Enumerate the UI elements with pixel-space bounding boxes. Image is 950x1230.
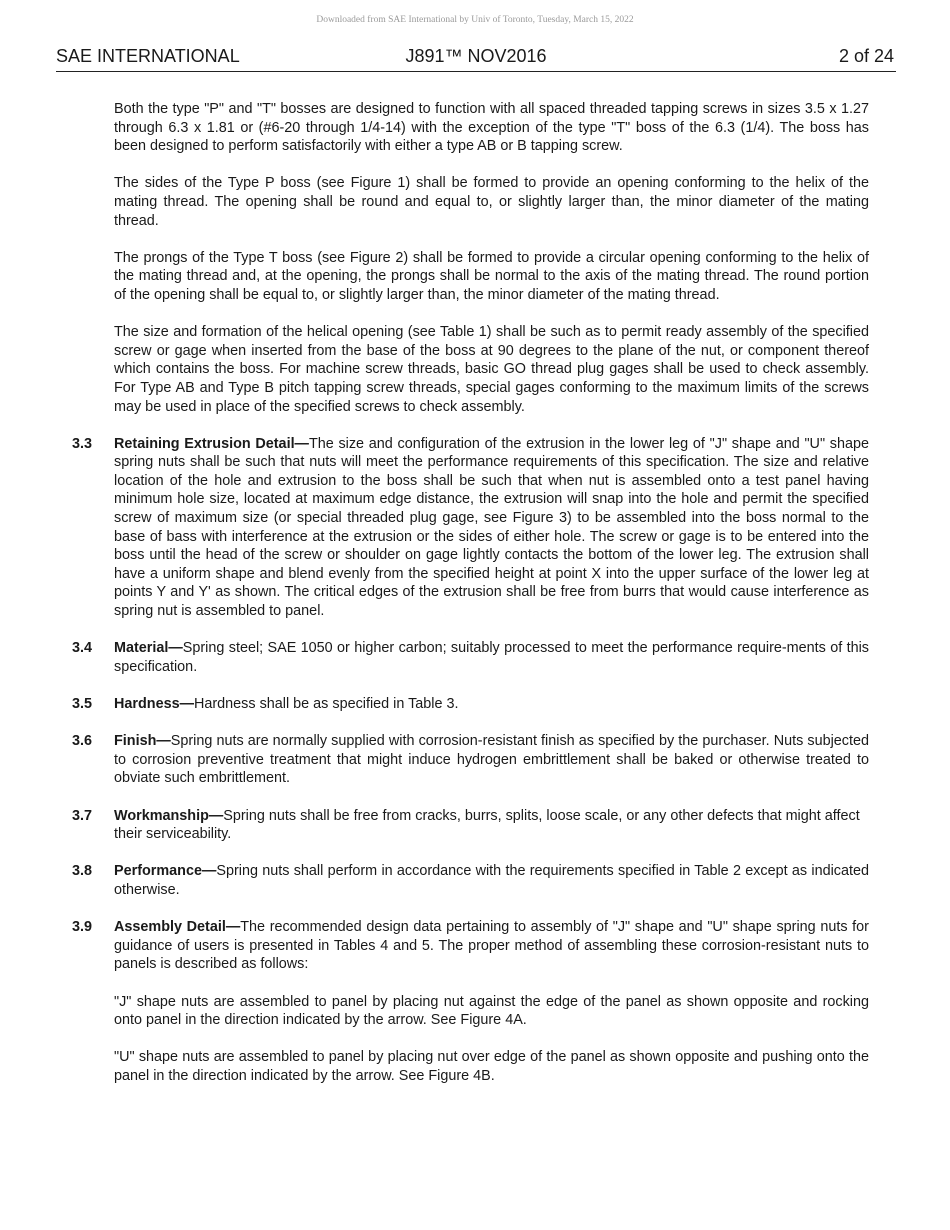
section-body: The recommended design data pertaining to assembly of "J" shape and "U" shape spring nuts for guidance of users is presented in Tables 4 and 5. The proper method of assembling these corrosion-resistant nuts to panels is described as follows:: [114, 919, 869, 973]
assembly-paragraph-u-shape: "U" shape nuts are assembled to panel by placing nut over edge of the panel as shown opposite and pushing onto the panel in the direction indicated by the arrow. See Figure 4B.: [114, 1049, 869, 1084]
section-number: 3.3: [72, 435, 93, 452]
section-body: Spring steel; SAE 1050 or higher carbon; suitably processed to meet the performance require-ments of this specification.: [114, 640, 869, 675]
section-3-5: [72, 695, 869, 714]
section-title: Workmanship—: [114, 807, 224, 824]
header-org: SAE INTERNATIONAL: [56, 46, 240, 66]
section-text: [114, 435, 869, 621]
section-3-7: [72, 807, 869, 844]
section-number: 3.8: [72, 863, 93, 880]
section-text: [114, 918, 869, 974]
section-text: [114, 695, 869, 714]
section-number: 3.7: [72, 807, 93, 824]
section-body: Hardness shall be as specified in Table 3.: [193, 696, 459, 712]
section-3-3: [72, 435, 869, 621]
section-text: [114, 732, 869, 788]
section-number: 3.5: [72, 696, 93, 712]
section-title: Material—: [114, 640, 183, 657]
header-page-number: 2 of 24: [838, 46, 894, 66]
section-3-4: [72, 639, 869, 676]
section-title: Performance—: [114, 863, 217, 880]
section-body: Spring nuts are normally supplied with corrosion-resistant finish as specified by the purchaser. Nuts subjected to corrosion preventive treatment that might induce hydrogen embrittlement shall be baked or otherwise treated to obviate such embrittlement.: [114, 733, 869, 787]
section-title: Retaining Extrusion Detail—: [114, 435, 309, 452]
header-doc-id: J891™ NOV2016: [405, 46, 547, 66]
section-text: [114, 862, 869, 899]
intro-paragraph: The size and formation of the helical opening (see Table 1) shall be such as to permit ready assembly of the specified screw or gage when inserted from the base of the boss at 90 degrees to the plane of the nut, or component thereof which contains the boss. For machine screw threads, basic GO thread plug gages shall be used to check assembly. For Type AB and Type B pitch tapping screw threads, special gages conforming to the maximum limits of the screws may be used in place of the specified screws to check assembly.: [114, 324, 869, 415]
section-3-6: [72, 732, 869, 788]
intro-paragraph: The sides of the Type P boss (see Figure 1) shall be formed to provide an opening conforming to the helix of the mating thread. The opening shall be round and equal to, or slightly larger than, the minor diameter of the mating thread.: [114, 175, 869, 229]
intro-paragraph: The prongs of the Type T boss (see Figure 2) shall be formed to provide a circular opening conforming to the helix of the mating thread and, at the opening, the prongs shall be normal to the axis of the mating thread. The round portion of the opening shall be equal to, or slightly larger than, the minor diameter of the mating thread.: [114, 249, 869, 303]
section-body: Spring nuts shall perform in accordance with the requirements specified in Table 2 except as indicated otherwise.: [114, 863, 869, 898]
document-body: [72, 100, 869, 1104]
section-body: The size and configuration of the extrusion in the lower leg of "J" shape and "U" shape spring nuts shall be such that nuts will meet the performance requirements of this specification. The size and relative location of the hole and extrusion to the boss shall be such that when nut is assembled onto a test panel having minimum hole size, located at maximum edge distance, the extrusion will snap into the hole and permit the specified screw of maximum size (or special threaded plug gage, see Figure 3) to be assembled into the boss normal to the base of bass with interference at the extrusion or the sides of either hole. The screw or gage is to be entered into the boss until the head of the screw or shoulder on gage lightly contacts the bottom of the lower leg. The extrusion shall have a uniform shape and blend evenly from the specified height at point X into the upper surface of the lower leg at points Y and Y' as shown. The critical edges of the extrusion shall be free from burrs that would cause interference as spring nut is assembled to panel.: [114, 435, 869, 620]
download-notice: Downloaded from SAE International by Univ of Toronto, Tuesday, March 15, 2022: [316, 15, 634, 25]
section-number: 3.9: [72, 919, 93, 936]
section-body: Spring nuts shall be free from cracks, burrs, splits, loose scale, or any other defects that might affect their serviceability.: [114, 807, 860, 843]
section-title: Finish—: [114, 733, 171, 750]
assembly-paragraph-j-shape: "J" shape nuts are assembled to panel by placing nut against the edge of the panel as shown opposite and rocking onto panel in the direction indicated by the arrow. See Figure 4A.: [114, 993, 869, 1029]
page-header: [56, 45, 896, 72]
section-title: Hardness—: [114, 696, 194, 712]
section-title: Assembly Detail—: [114, 919, 241, 936]
section-text: [114, 807, 869, 844]
section-number: 3.4: [72, 640, 93, 657]
section-text: [114, 639, 869, 676]
section-3-9: [72, 918, 869, 974]
intro-paragraph: Both the type "P" and "T" bosses are designed to function with all spaced threaded tapping screws in sizes 3.5 x 1.27 through 6.3 x 1.81 or (#6-20 through 1/4-14) with the exception of the type "T" boss of the 6.3 (1/4). The boss has been designed to perform satisfactorily with either a type AB or B tapping screw.: [114, 101, 869, 155]
section-number: 3.6: [72, 733, 93, 750]
section-3-8: [72, 862, 869, 899]
